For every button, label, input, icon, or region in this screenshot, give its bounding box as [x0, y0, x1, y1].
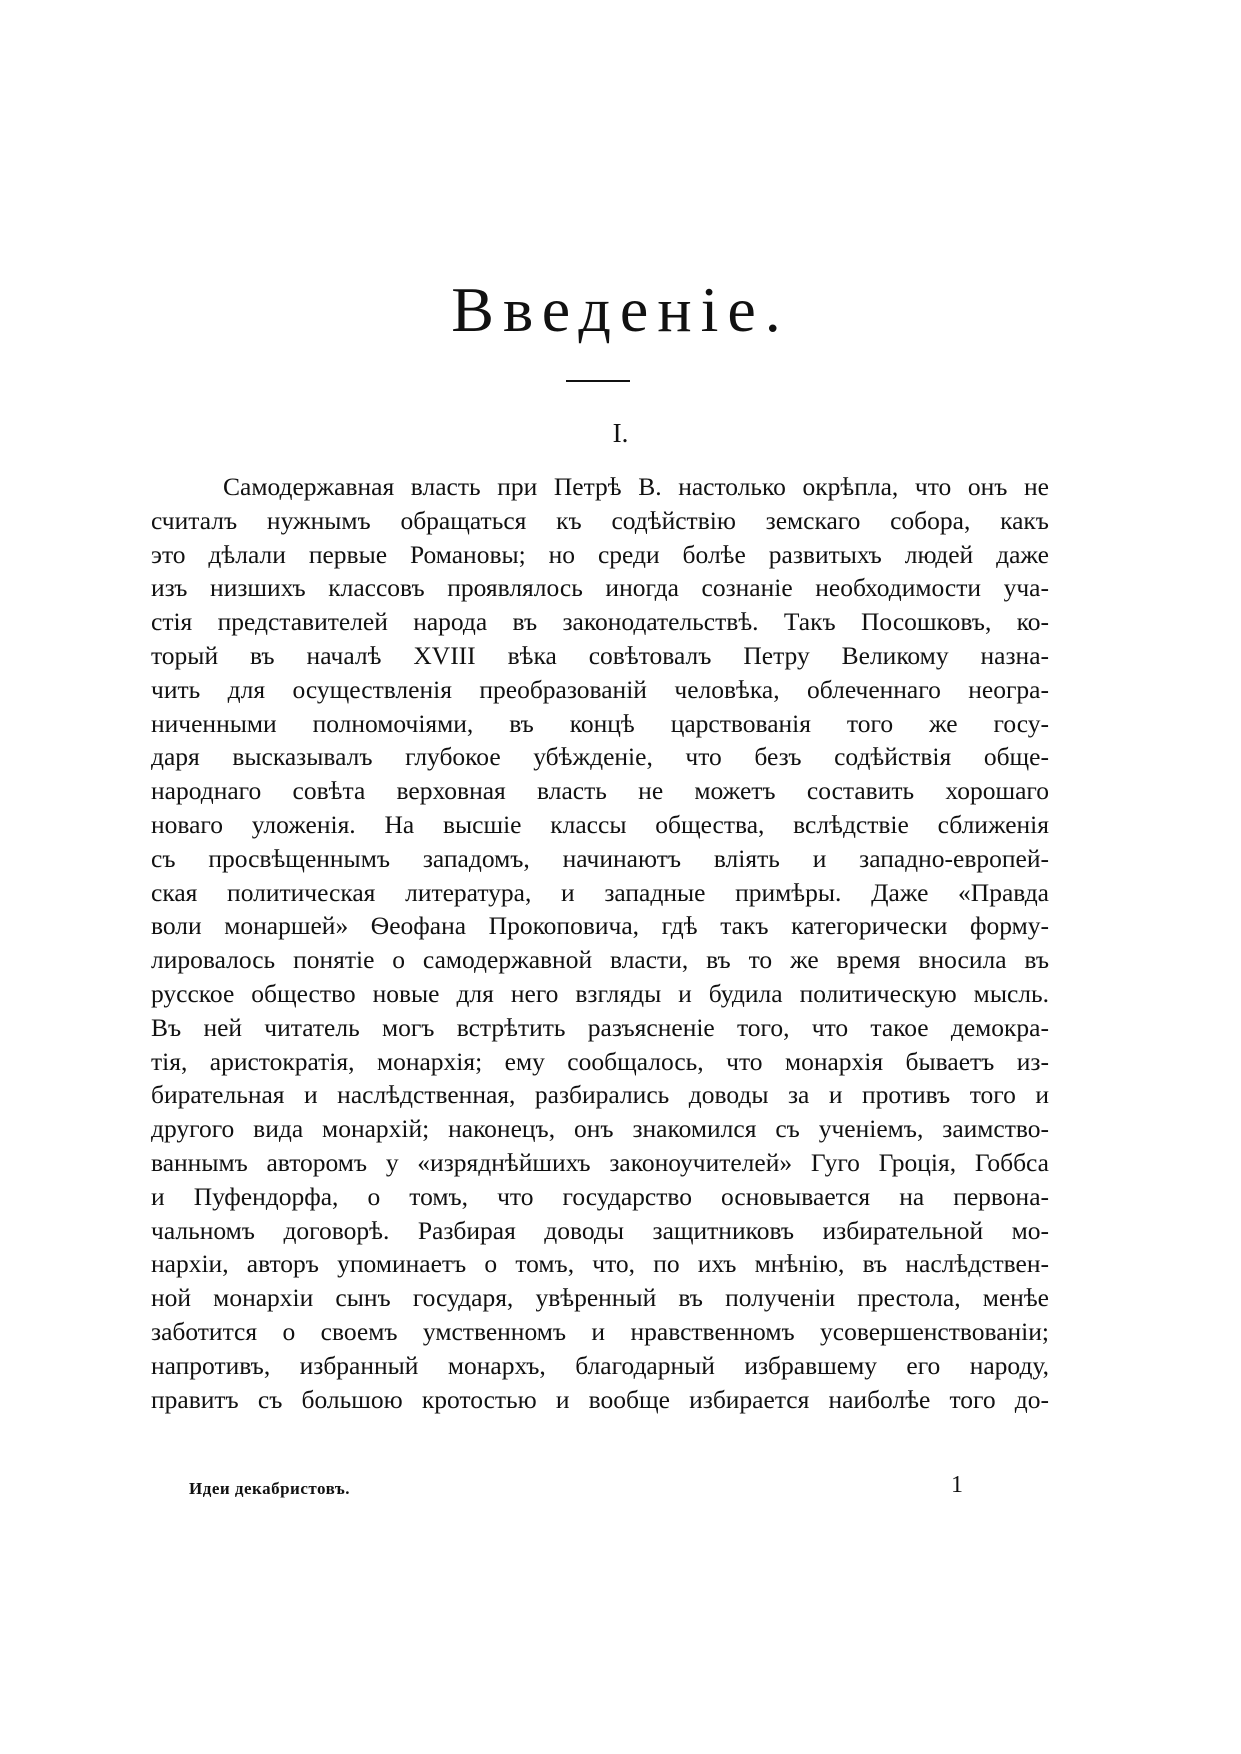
text-line: заботится о своемъ умственномъ и нравственномъ усовершенствованіи; — [151, 1316, 1049, 1346]
text-line: бирательная и наслѣдственная, разбирались доводы за и противъ того и — [151, 1080, 1049, 1110]
body-paragraph — [151, 470, 1049, 1416]
text-line: стія представителей народа въ законодательствѣ. Такъ Посошковъ, ко- — [151, 607, 1049, 637]
text-line: ская политическая литература, и западные примѣры. Даже «Правда — [151, 877, 1049, 907]
text-line: Самодержавная власть при Петрѣ В. настолько окрѣпла, что онъ не — [223, 472, 1049, 501]
section-number: I. — [612, 418, 629, 448]
text-line: русское общество новые для него взгляды и будила политическую мысль. — [151, 978, 1049, 1008]
text-line: ваннымъ авторомъ у «изряднѣйшихъ законоучителей» Гуго Гроція, Гоббса — [151, 1147, 1049, 1177]
text-line: изъ низшихъ классовъ проявлялось иногда сознаніе необходимости уча- — [151, 573, 1049, 603]
running-title: Идеи декабристовъ. — [189, 1479, 351, 1498]
text-line: нархіи, авторъ упоминаетъ о томъ, что, по ихъ мнѣнію, въ наслѣдствен- — [151, 1249, 1049, 1279]
text-line: считалъ нужнымъ обращаться къ содѣйствію земскаго собора, какъ — [151, 505, 1049, 535]
text-line: ниченными полномочіями, въ концѣ царствованія того же госу- — [151, 708, 1049, 738]
text-line: другого вида монархій; наконецъ, онъ знакомился съ ученіемъ, заимство- — [151, 1114, 1049, 1144]
text-line: чить для осуществленія преобразованій человѣка, облеченнаго неогра- — [151, 674, 1049, 704]
text-line: съ просвѣщеннымъ западомъ, начинаютъ вліять и западно-европей- — [151, 843, 1049, 873]
text-line: торый въ началѣ XVIII вѣка совѣтовалъ Петру Великому назна- — [151, 640, 1049, 670]
text-line: и Пуфендорфа, о томъ, что государство основывается на первона- — [151, 1181, 1049, 1211]
text-line: Въ ней читатель могъ встрѣтить разъясненіе того, что такое демокра- — [151, 1012, 1049, 1042]
title-divider — [566, 380, 630, 382]
text-line: даря высказывалъ глубокое убѣжденіе, что безъ содѣйствія обще- — [151, 742, 1049, 772]
page-number: 1 — [951, 1472, 963, 1498]
text-line: тія, аристократія, монархія; ему сообщалось, что монархія бываетъ из- — [151, 1046, 1049, 1076]
text-line: воли монаршей» Ѳеофана Прокоповича, гдѣ такъ категорически форму- — [151, 911, 1049, 941]
page-footer — [151, 1474, 1049, 1504]
text-line: напротивъ, избранный монархъ, благодарный избравшему его народу, — [151, 1350, 1049, 1380]
text-line: чальномъ договорѣ. Разбирая доводы защитниковъ избирательной мо- — [151, 1215, 1049, 1245]
text-line: ной монархіи сынъ государя, увѣренный въ полученіи престола, менѣе — [151, 1283, 1049, 1313]
text-line: лировалось понятіе о самодержавной власти, въ то же время вносила въ — [151, 945, 1049, 975]
text-line: правитъ съ большою кротостью и вообще избирается наиболѣе того до- — [151, 1384, 1049, 1414]
text-line: это дѣлали первые Романовы; но среди болѣе развитыхъ людей даже — [151, 539, 1049, 569]
chapter-title: Введеніе. — [451, 274, 790, 345]
text-line: народнаго совѣта верховная власть не можетъ составить хорошаго — [151, 776, 1049, 806]
text-line: новаго уложенія. На высшіе классы общества, вслѣдствіе сближенія — [151, 809, 1049, 839]
